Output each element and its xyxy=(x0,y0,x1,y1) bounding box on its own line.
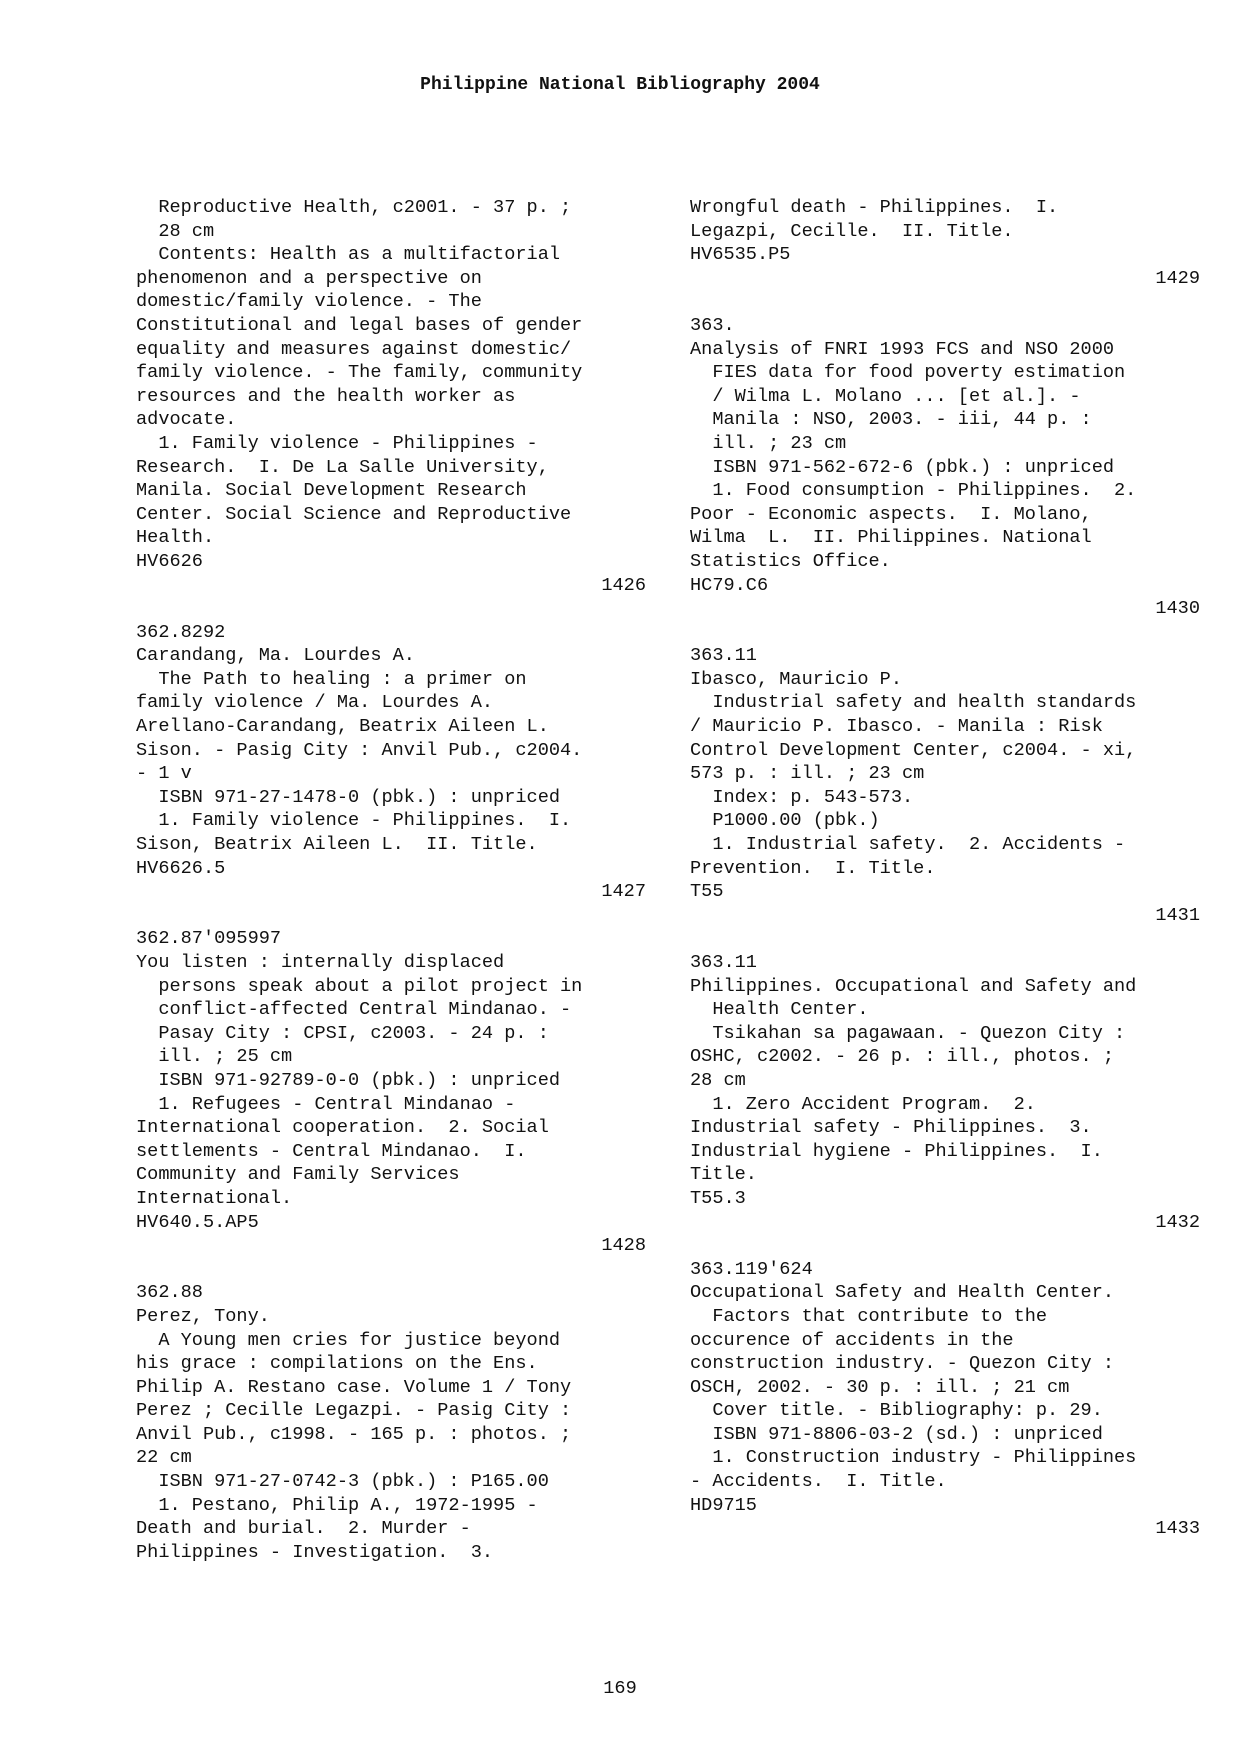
entry-line: Anvil Pub., c1998. - 165 p. : photos. ; xyxy=(136,1423,572,1445)
page-header: Philippine National Bibliography 2004 xyxy=(420,75,820,95)
entry-line: Analysis of FNRI 1993 FCS and NSO 2000 xyxy=(690,338,1115,360)
entry-line: Factors that contribute to the xyxy=(690,1305,1048,1327)
entry-line xyxy=(690,927,1200,951)
entry-line: Tsikahan sa pagawaan. - Quezon City : xyxy=(690,1022,1126,1044)
entry-line: The Path to healing : a primer on xyxy=(136,668,527,690)
entry-line: 1. Food consumption - Philippines. 2. xyxy=(690,480,1137,502)
entry-line: 22 cm xyxy=(136,1447,192,1469)
entry-line: Title. xyxy=(690,1164,757,1186)
entry-line: ISBN 971-562-672-6 (pbk.) : unpriced xyxy=(690,456,1115,478)
entry-line: Community and Family Services xyxy=(136,1164,460,1186)
entry-line: Poor - Economic aspects. I. Molano, xyxy=(690,503,1092,525)
entry-line: construction industry. - Quezon City : xyxy=(690,1353,1115,1375)
entry-number: 1428 xyxy=(601,1235,646,1257)
entry-line: HV640.5.AP5 xyxy=(136,1211,259,1233)
entry-line: Manila : NSO, 2003. - iii, 44 p. : xyxy=(690,409,1092,431)
entry-line: T55.3 xyxy=(690,1187,746,1209)
entry-line: HV6626 xyxy=(136,550,203,572)
entry-line: resources and the health worker as xyxy=(136,385,516,407)
entry-line: 362.87'095997 xyxy=(136,928,282,950)
entry-line: T55 xyxy=(690,881,724,903)
entry-line: Sison, Beatrix Aileen L. II. Title. xyxy=(136,834,538,856)
entry-line: FIES data for food poverty estimation xyxy=(690,362,1126,384)
entry-line: 362.88 xyxy=(136,1282,203,1304)
entry-line: Philip A. Restano case. Volume 1 / Tony xyxy=(136,1376,572,1398)
entry-line xyxy=(690,290,1200,314)
entry-line: Philippines. Occupational and Safety and xyxy=(690,975,1137,997)
entry-line: Statistics Office. xyxy=(690,550,891,572)
entry-line: You listen : internally displaced xyxy=(136,952,505,973)
entry-line: Occupational Safety and Health Center. xyxy=(690,1282,1115,1304)
entry-line: / Wilma L. Molano ... [et al.]. - xyxy=(690,385,1081,407)
entry-line: ill. ; 23 cm xyxy=(690,432,847,454)
entry-line: 28 cm xyxy=(690,1069,746,1091)
entry-line: occurence of accidents in the xyxy=(690,1329,1014,1351)
entry-line: family violence. - The family, community xyxy=(136,362,583,384)
entry-line: OSHC, c2002. - 26 p. : ill., photos. ; xyxy=(690,1046,1115,1068)
entry-line: Cover title. - Bibliography: p. 29. xyxy=(690,1400,1103,1422)
entry-line: P1000.00 (pbk.) xyxy=(690,810,880,832)
entry-line: 1. Pestano, Philip A., 1972-1995 - xyxy=(136,1494,538,1516)
right-column xyxy=(690,196,1200,1541)
entry-line: Carandang, Ma. Lourdes A. xyxy=(136,645,415,667)
entry-line: - 1 v xyxy=(136,763,192,785)
entry-line: Legazpi, Cecille. II. Title. xyxy=(690,220,1014,242)
entry-line: HC79.C6 xyxy=(690,574,769,596)
entry-line: phenomenon and a perspective on xyxy=(136,267,482,289)
entry-line: persons speak about a pilot project in xyxy=(136,975,583,997)
entry-line: settlements - Central Mindanao. I. xyxy=(136,1140,527,1162)
entry-line: 1. Zero Accident Program. 2. xyxy=(690,1093,1036,1115)
entry-line: Industrial safety - Philippines. 3. xyxy=(690,1117,1092,1139)
entry-line: ISBN 971-92789-0-0 (pbk.) : unpriced xyxy=(136,1069,561,1091)
entry-line: ill. ; 25 cm xyxy=(136,1046,293,1068)
entry-line xyxy=(136,1258,646,1282)
entry-line: International. xyxy=(136,1187,293,1209)
entry-line: ISBN 971-27-0742-3 (pbk.) : P165.00 xyxy=(136,1471,549,1493)
entry-line: 362.8292 xyxy=(136,621,226,643)
entry-number: 1431 xyxy=(1155,904,1200,926)
entry-line: Death and burial. 2. Murder - xyxy=(136,1518,471,1540)
entry-line: Reproductive Health, c2001. - 37 p. ; xyxy=(136,197,572,218)
entry-line: 363.11 xyxy=(690,645,757,667)
entry-line: Prevention. I. Title. xyxy=(690,857,936,879)
entry-line: Wilma L. II. Philippines. National xyxy=(690,527,1092,549)
entry-line: domestic/family violence. - The xyxy=(136,291,482,313)
entry-line: Industrial hygiene - Philippines. I. xyxy=(690,1140,1103,1162)
entry-number: 1430 xyxy=(1155,598,1200,620)
entry-line: Manila. Social Development Research xyxy=(136,480,527,502)
entry-line: Sison. - Pasig City : Anvil Pub., c2004. xyxy=(136,739,583,761)
entry-line: Arellano-Carandang, Beatrix Aileen L. xyxy=(136,716,549,738)
entry-line: 363. xyxy=(690,314,735,336)
entry-line: Ibasco, Mauricio P. xyxy=(690,668,903,690)
entry-line: Constitutional and legal bases of gender xyxy=(136,314,583,336)
entry-line: 1. Family violence - Philippines - xyxy=(136,432,538,454)
entry-line: 363.11 xyxy=(690,952,757,973)
entry-line: 363.119'624 xyxy=(690,1258,813,1280)
entry-line: advocate. xyxy=(136,409,237,431)
entry-line: 1. Industrial safety. 2. Accidents - xyxy=(690,834,1126,856)
entry-number: 1427 xyxy=(601,881,646,903)
entry-line: HV6535.P5 xyxy=(690,244,791,266)
entry-line: 28 cm xyxy=(136,220,215,242)
entry-line xyxy=(690,621,1200,645)
entry-line: Wrongful death - Philippines. I. xyxy=(690,197,1059,218)
entry-line: conflict-affected Central Mindanao. - xyxy=(136,999,572,1021)
entry-line: Center. Social Science and Reproductive xyxy=(136,503,572,525)
entry-line: Contents: Health as a multifactorial xyxy=(136,244,561,266)
entry-line: Perez ; Cecille Legazpi. - Pasig City : xyxy=(136,1400,572,1422)
entry-line: Pasay City : CPSI, c2003. - 24 p. : xyxy=(136,1022,549,1044)
entry-line: International cooperation. 2. Social xyxy=(136,1117,549,1139)
entry-line: his grace : compilations on the Ens. xyxy=(136,1353,538,1375)
entry-line: Perez, Tony. xyxy=(136,1305,270,1327)
entry-line: Philippines - Investigation. 3. xyxy=(136,1541,494,1563)
entry-line: HD9715 xyxy=(690,1494,757,1516)
entry-line: Index: p. 543-573. xyxy=(690,786,914,808)
entry-line: Control Development Center, c2004. - xi, xyxy=(690,739,1137,761)
entry-line: ISBN 971-8806-03-2 (sd.) : unpriced xyxy=(690,1423,1103,1445)
entry-number: 1426 xyxy=(601,574,646,596)
entry-line: 573 p. : ill. ; 23 cm xyxy=(690,763,925,785)
entry-line: Research. I. De La Salle University, xyxy=(136,456,549,478)
entry-number: 1433 xyxy=(1155,1518,1200,1540)
left-column xyxy=(136,196,646,1564)
entry-line: Industrial safety and health standards xyxy=(690,692,1137,714)
entry-line: A Young men cries for justice beyond xyxy=(136,1329,561,1351)
entry-line: Health Center. xyxy=(690,999,869,1021)
entry-line: 1. Refugees - Central Mindanao - xyxy=(136,1093,516,1115)
entry-line: ISBN 971-27-1478-0 (pbk.) : unpriced xyxy=(136,786,561,808)
entry-line: - Accidents. I. Title. xyxy=(690,1471,947,1493)
entry-line: Health. xyxy=(136,527,215,549)
entry-number: 1429 xyxy=(1155,267,1200,289)
entry-line: HV6626.5 xyxy=(136,857,226,879)
entry-line xyxy=(690,1234,1200,1258)
entry-line: 1. Construction industry - Philippines xyxy=(690,1447,1137,1469)
entry-line: OSCH, 2002. - 30 p. : ill. ; 21 cm xyxy=(690,1376,1070,1398)
entry-line xyxy=(136,597,646,621)
page-number: 169 xyxy=(603,1678,637,1699)
entry-line: equality and measures against domestic/ xyxy=(136,338,572,360)
entry-line: family violence / Ma. Lourdes A. xyxy=(136,692,494,714)
entry-line: / Mauricio P. Ibasco. - Manila : Risk xyxy=(690,716,1103,738)
entry-number: 1432 xyxy=(1155,1211,1200,1233)
entry-line: 1. Family violence - Philippines. I. xyxy=(136,810,572,832)
entry-line xyxy=(136,904,646,928)
